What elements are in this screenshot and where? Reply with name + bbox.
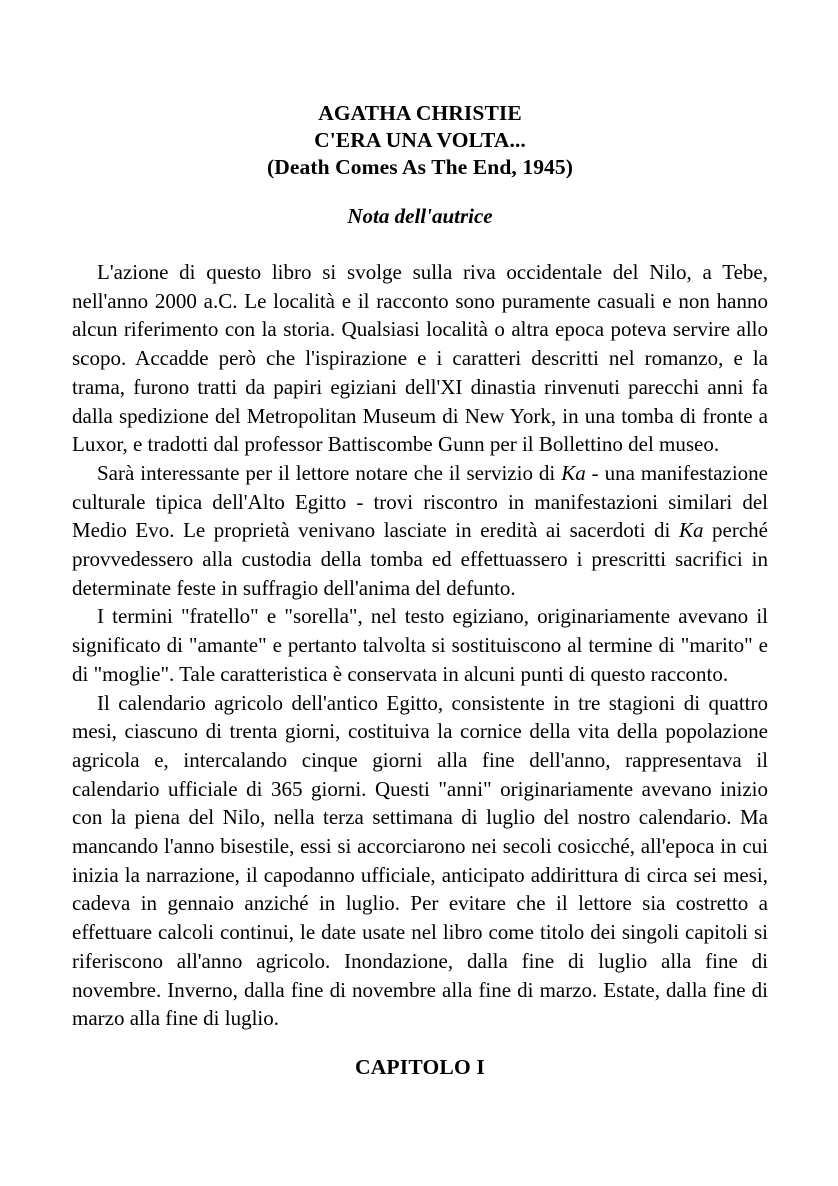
title-block xyxy=(72,100,768,181)
paragraph-intro xyxy=(72,258,768,459)
paragraph-terms xyxy=(72,602,768,688)
paragraph-ka-text-2: - una manifestazione culturale tipica dell'Alto Egitto - trovi riscontro in manifestazioni similari del Medio Evo. Le proprietà venivano lasciate in eredità ai sacerdoti di xyxy=(72,460,769,543)
body-text xyxy=(72,258,768,1033)
ka-term-second: Ka xyxy=(678,518,704,543)
text-column xyxy=(72,0,768,1082)
paragraph-calendar-text: Il calendario agricolo dell'antico Egitto, consistente in tre stagioni di quattro mesi, ciascuno di trenta giorni, costituiva la cornice della vita della popolazione agricola e, intercalando cinque giorni alla fine dell'anno, rappresentava il calendario ufficiale di 365 giorni. Questi "anni" originariamente avevano inizio con la piena del Nilo, nella terza settimana di luglio del nostro calendario. Ma mancando l'anno bisestile, essi si accorciarono nei secoli cosicché, all'epoca in cui inizia la narrazione, il capodanno ufficiale, anticipato addirittura di circa sei mesi, cadeva in gennaio anziché in luglio. Per evitare che il lettore sia costretto a effettuare calcoli continui, le date usate nel libro come titolo dei singoli capitoli si riferiscono all'anno agricolo. Inondazione, dalla fine di luglio alla fine di novembre. Inverno, dalla fine di novembre alla fine di marzo. Estate, dalla fine di marzo alla fine di luglio. xyxy=(72,690,768,1031)
ka-term-first: Ka xyxy=(561,460,586,485)
author-name: AGATHA CHRISTIE xyxy=(318,101,522,125)
book-title: C'ERA UNA VOLTA... xyxy=(314,128,526,152)
chapter-heading: CAPITOLO I xyxy=(354,1054,486,1079)
paragraph-terms-text: I termini "fratello" e "sorella", nel testo egiziano, originariamente avevano il significato di "amante" e pertanto talvolta si sostituiscono al termine di "marito" e di "moglie". Tale caratteristica è conservata in alcuni punti di questo racconto. xyxy=(72,604,768,686)
original-title: (Death Comes As The End, 1945) xyxy=(266,155,573,179)
section-subtitle: Nota dell'autrice xyxy=(347,204,493,228)
paragraph-calendar xyxy=(72,689,768,1033)
paragraph-ka-text-3: perché provvedessero alla custodia della tomba ed effettuassero i prescritti sacrifici in determinate feste in suffragio dell'anima del defunto. xyxy=(72,518,768,600)
paragraph-ka-text-1: Sarà interessante per il lettore notare che il servizio di xyxy=(97,460,562,485)
paragraph-ka xyxy=(72,459,768,603)
paragraph-intro-text: L'azione di questo libro si svolge sulla riva occidentale del Nilo, a Tebe, nell'anno 2000 a.C. Le località e il racconto sono puramente casuali e non hanno alcun riferimento con la storia. Qualsiasi località o altra epoca poteva servire allo scopo. Accadde però che l'ispirazione e i caratteri descritti nel romanzo, e la trama, furono tratti da papiri egiziani dell'XI dinastia rinvenuti parecchi anni fa dalla spedizione del Metropolitan Museum di New York, in una tomba di fronte a Luxor, e tradotti dal professor Battiscombe Gunn per il Bollettino del museo. xyxy=(72,260,768,457)
